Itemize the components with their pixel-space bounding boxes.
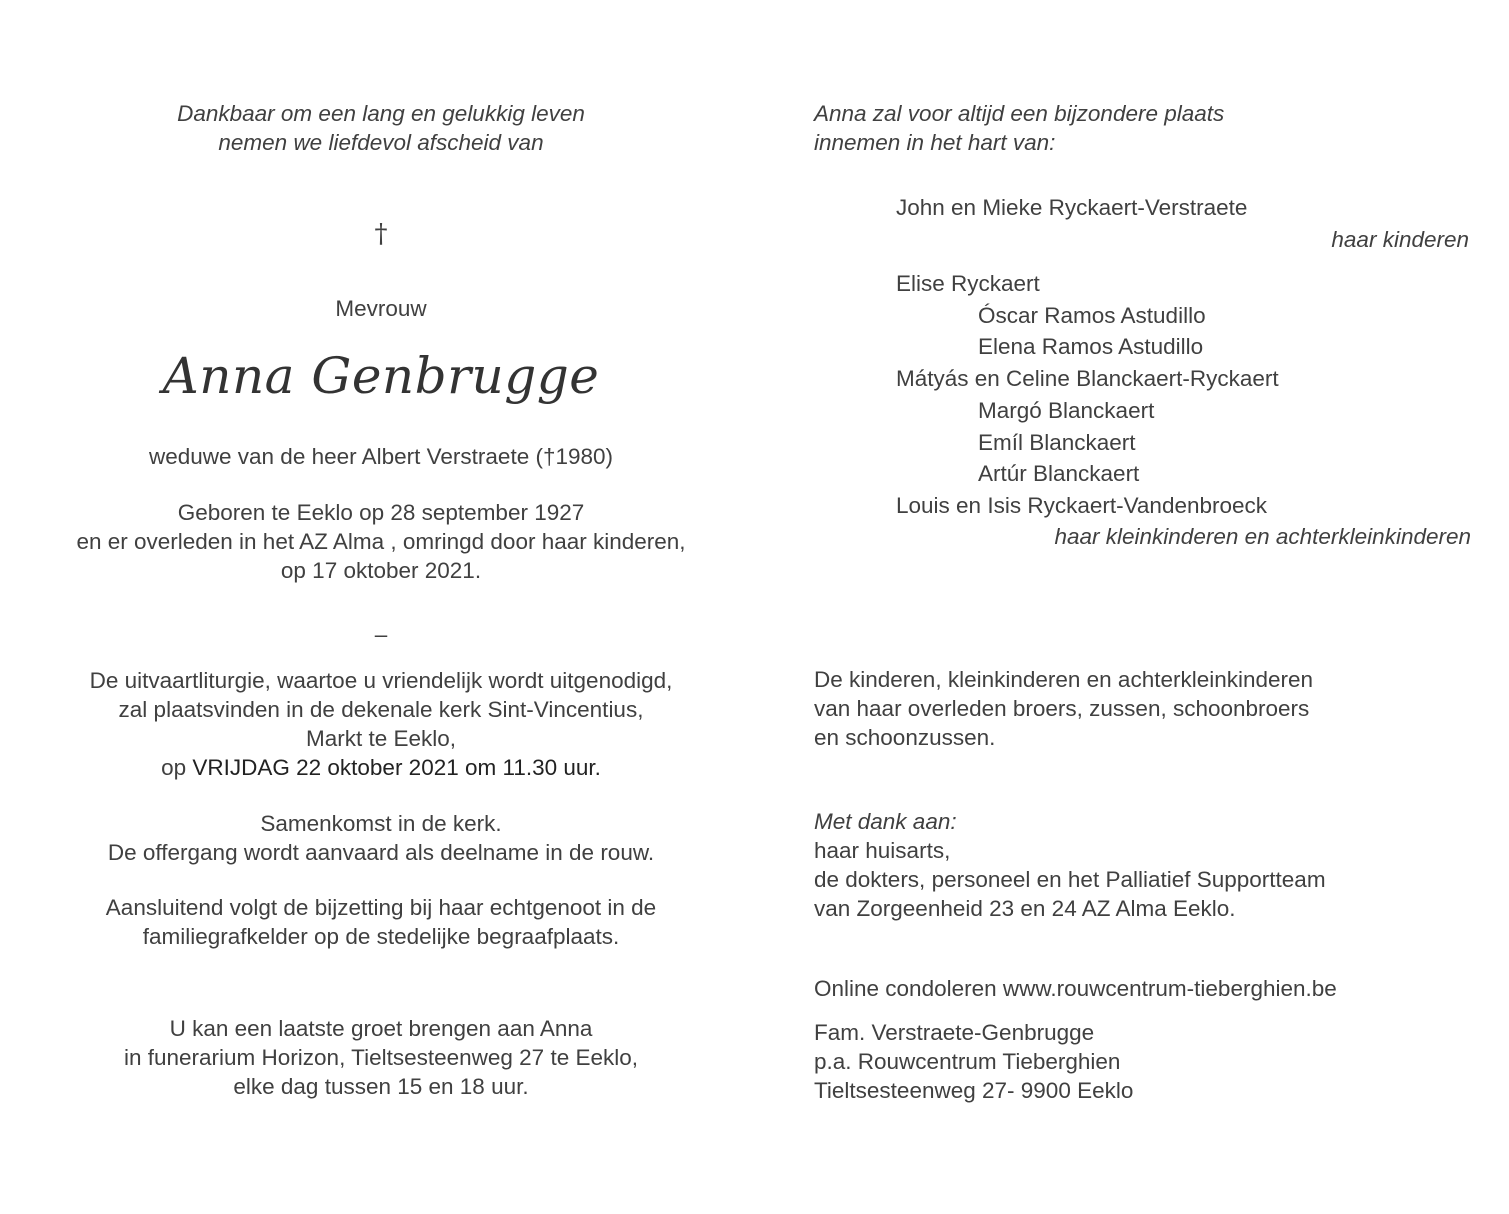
gathering-line: De offergang wordt aanvaard als deelname in de rouw. (107, 840, 655, 865)
cross-icon: † (374, 219, 388, 249)
visit-line: in funerarium Horizon, Tieltsesteenweg 27 te Eeklo, (123, 1045, 639, 1070)
liturgy-info (31, 666, 731, 782)
widow-line: weduwe van de heer Albert Verstraete (†1980) (148, 444, 614, 469)
visit-line: elke dag tussen 15 en 18 uur. (233, 1074, 529, 1099)
grandchild-item: Elena Ramos Astudillo (978, 334, 1204, 360)
contact-address (814, 1018, 1434, 1105)
address-line: Fam. Verstraete-Genbrugge (814, 1020, 1095, 1045)
right-intro (814, 99, 1414, 157)
thanks-line: de dokters, personeel en het Palliatief Supportteam (814, 867, 1326, 892)
relatives-info (814, 665, 1434, 752)
grandchild-item: Emíl Blanckaert (978, 429, 1136, 455)
birth-line: Geboren te Eeklo op 28 september 1927 (177, 500, 585, 525)
deceased-name: Anna Genbrugge (162, 347, 600, 405)
relatives-line: van haar overleden broers, zussen, schoonbroers (814, 696, 1310, 721)
intro-line: Anna zal voor altijd een bijzondere plaats (814, 101, 1225, 126)
grandchildren-role: haar kleinkinderen en achterkleinkinderen (1054, 524, 1471, 549)
grandchild-item: Artúr Blanckaert (978, 461, 1140, 487)
liturgy-date-line (31, 753, 731, 782)
burial-line: Aansluitend volgt de bijzetting bij haar echtgenoot in de (105, 895, 657, 920)
grandchild-item: Louis en Isis Ryckaert-Vandenbroeck (896, 492, 1268, 518)
birth-death-info (31, 498, 731, 585)
gathering-info (31, 809, 731, 867)
grandchild-item: Margó Blanckaert (978, 397, 1155, 423)
thanks-info (814, 807, 1434, 923)
birth-line: en er overleden in het AZ Alma , omringd door haar kinderen, (76, 529, 686, 554)
divider: – (374, 622, 388, 647)
liturgy-line: Markt te Eeklo, (305, 726, 457, 751)
gathering-line: Samenkomst in de kerk. (260, 811, 502, 836)
liturgy-line: De uitvaartliturgie, waartoe u vriendelijk wordt uitgenodigd, (89, 668, 673, 693)
address-line: Tieltsesteenweg 27- 9900 Eeklo (814, 1078, 1134, 1103)
salutation: Mevrouw (335, 296, 427, 321)
left-intro (81, 99, 681, 157)
thanks-heading: Met dank aan: (814, 809, 957, 834)
liturgy-date: VRIJDAG 22 oktober 2021 om 11.30 uur. (192, 755, 601, 780)
visit-line: U kan een laatste groet brengen aan Anna (169, 1016, 593, 1041)
grandchild-item: Elise Ryckaert (896, 271, 1040, 296)
online-condolences: Online condoleren www.rouwcentrum-tieberghien.be (814, 976, 1337, 1001)
burial-info (31, 893, 731, 951)
children-role: haar kinderen (1331, 227, 1469, 252)
children-names: John en Mieke Ryckaert-Verstraete (896, 195, 1248, 220)
address-line: p.a. Rouwcentrum Tieberghien (814, 1049, 1121, 1074)
thanks-line: haar huisarts, (814, 838, 951, 863)
intro-line: Dankbaar om een lang en gelukkig leven (177, 101, 585, 126)
grandchildren-list (896, 268, 1456, 522)
intro-line: nemen we liefdevol afscheid van (218, 130, 544, 155)
liturgy-line: zal plaatsvinden in de dekenale kerk Sint-Vincentius, (118, 697, 644, 722)
grandchild-item: Óscar Ramos Astudillo (978, 302, 1206, 328)
visitation-info (31, 1014, 731, 1101)
relatives-line: De kinderen, kleinkinderen en achterkleinkinderen (814, 667, 1314, 692)
grandchild-item: Mátyás en Celine Blanckaert-Ryckaert (896, 366, 1279, 392)
burial-line: familiegrafkelder op de stedelijke begraafplaats. (142, 924, 620, 949)
liturgy-date-prefix: op (161, 755, 193, 780)
birth-line: op 17 oktober 2021. (280, 558, 482, 583)
relatives-line: en schoonzussen. (814, 725, 996, 750)
thanks-line: van Zorgeenheid 23 en 24 AZ Alma Eeklo. (814, 896, 1236, 921)
intro-line: innemen in het hart van: (814, 130, 1056, 155)
